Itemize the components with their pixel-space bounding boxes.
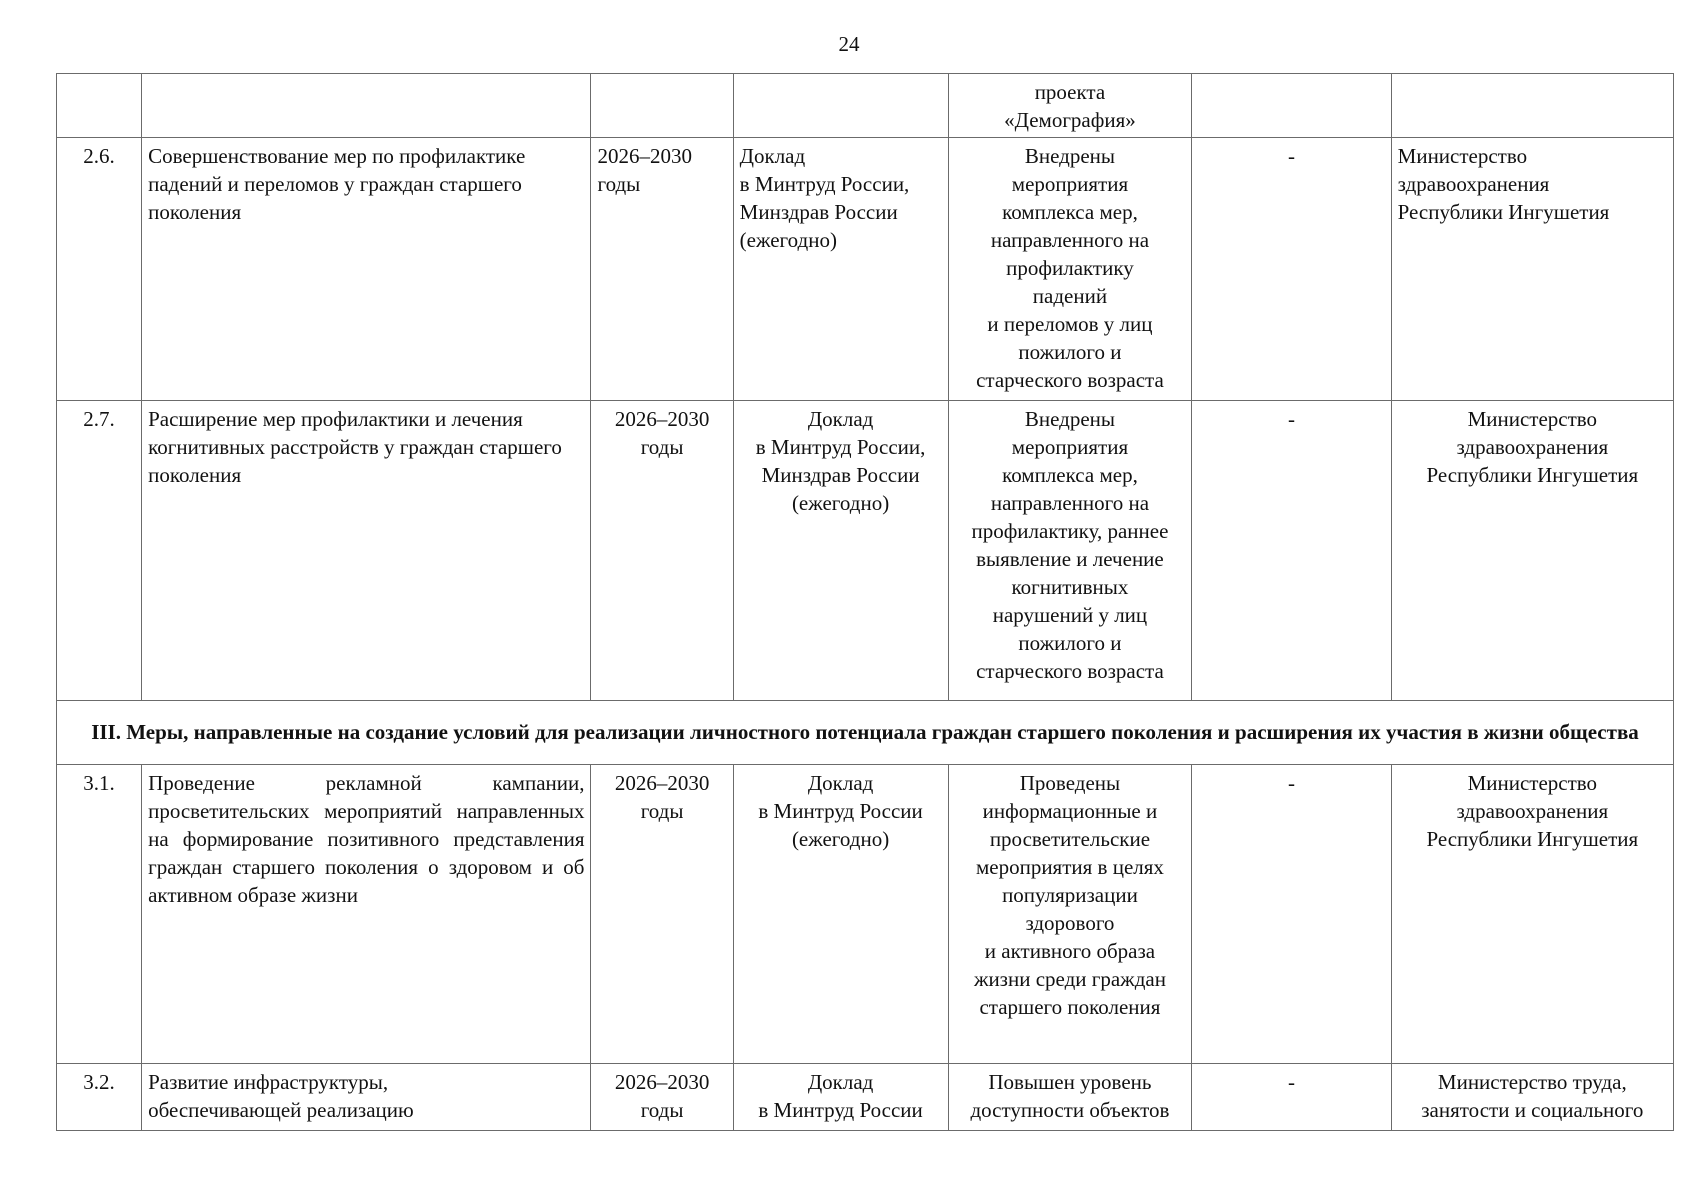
table-row	[57, 137, 1674, 401]
cell-report	[733, 74, 948, 138]
cell-period	[591, 74, 733, 138]
cell-result: Проведены информационные и просветительские мероприятия в целях популяризации здорового и активного образа жизни среди граждан старшего поколения	[948, 764, 1192, 1064]
section-header-row	[57, 701, 1674, 765]
cell-executor: Министерство здравоохранения Республики Ингушетия	[1391, 764, 1673, 1064]
cell-executor: Министерство здравоохранения Республики Ингушетия	[1391, 137, 1673, 401]
cell-period: 2026–2030 годы	[591, 764, 733, 1064]
table-row	[57, 764, 1674, 1064]
cell-executor: Министерство труда, занятости и социального	[1391, 1064, 1673, 1131]
cell-number	[57, 74, 142, 138]
cell-result: Внедрены мероприятия комплекса мер, направленного на профилактику, раннее выявление и лечение когнитивных нарушений у лиц пожилого и старческого возраста	[948, 401, 1192, 701]
cell-number: 2.7.	[57, 401, 142, 701]
table-row	[57, 74, 1674, 138]
cell-report: Доклад в Минтруд России	[733, 1064, 948, 1131]
cell-report: Доклад в Минтруд России, Минздрав России (ежегодно)	[733, 401, 948, 701]
cell-measure-name: Проведение рекламной кампании, просветительских мероприятий направленных на формирование позитивного представления граждан старшего поколения о здоровом и об активном образе жизни	[142, 764, 591, 1064]
cell-period: 2026–2030 годы	[591, 401, 733, 701]
cell-measure-name: Развитие инфраструктуры, обеспечивающей реализацию	[142, 1064, 591, 1131]
cell-indicator: -	[1192, 137, 1391, 401]
cell-result: проекта «Демография»	[948, 74, 1192, 138]
cell-number: 3.1.	[57, 764, 142, 1064]
cell-report: Доклад в Минтруд России (ежегодно)	[733, 764, 948, 1064]
table-row	[57, 401, 1674, 701]
cell-indicator: -	[1192, 1064, 1391, 1131]
cell-number: 3.2.	[57, 1064, 142, 1131]
cell-report: Доклад в Минтруд России, Минздрав России (ежегодно)	[733, 137, 948, 401]
cell-period: 2026–2030 годы	[591, 1064, 733, 1131]
cell-executor	[1391, 74, 1673, 138]
cell-indicator	[1192, 74, 1391, 138]
cell-measure-name: Расширение мер профилактики и лечения когнитивных расстройств у граждан старшего поколения	[142, 401, 591, 701]
cell-period: 2026–2030 годы	[591, 137, 733, 401]
measures-table	[56, 73, 1674, 1131]
section-heading: III. Меры, направленные на создание условий для реализации личностного потенциала граждан старшего поколения и расширения их участия в жизни общества	[57, 701, 1674, 765]
cell-indicator: -	[1192, 764, 1391, 1064]
cell-measure-name	[142, 74, 591, 138]
cell-indicator: -	[1192, 401, 1391, 701]
page-number: 24	[838, 32, 860, 56]
cell-measure-name: Совершенствование мер по профилактике падений и переломов у граждан старшего поколения	[142, 137, 591, 401]
cell-result: Повышен уровень доступности объектов	[948, 1064, 1192, 1131]
cell-number: 2.6.	[57, 137, 142, 401]
table-row	[57, 1064, 1674, 1131]
cell-result: Внедрены мероприятия комплекса мер, направленного на профилактику падений и переломов у лиц пожилого и старческого возраста	[948, 137, 1192, 401]
cell-executor: Министерство здравоохранения Республики Ингушетия	[1391, 401, 1673, 701]
